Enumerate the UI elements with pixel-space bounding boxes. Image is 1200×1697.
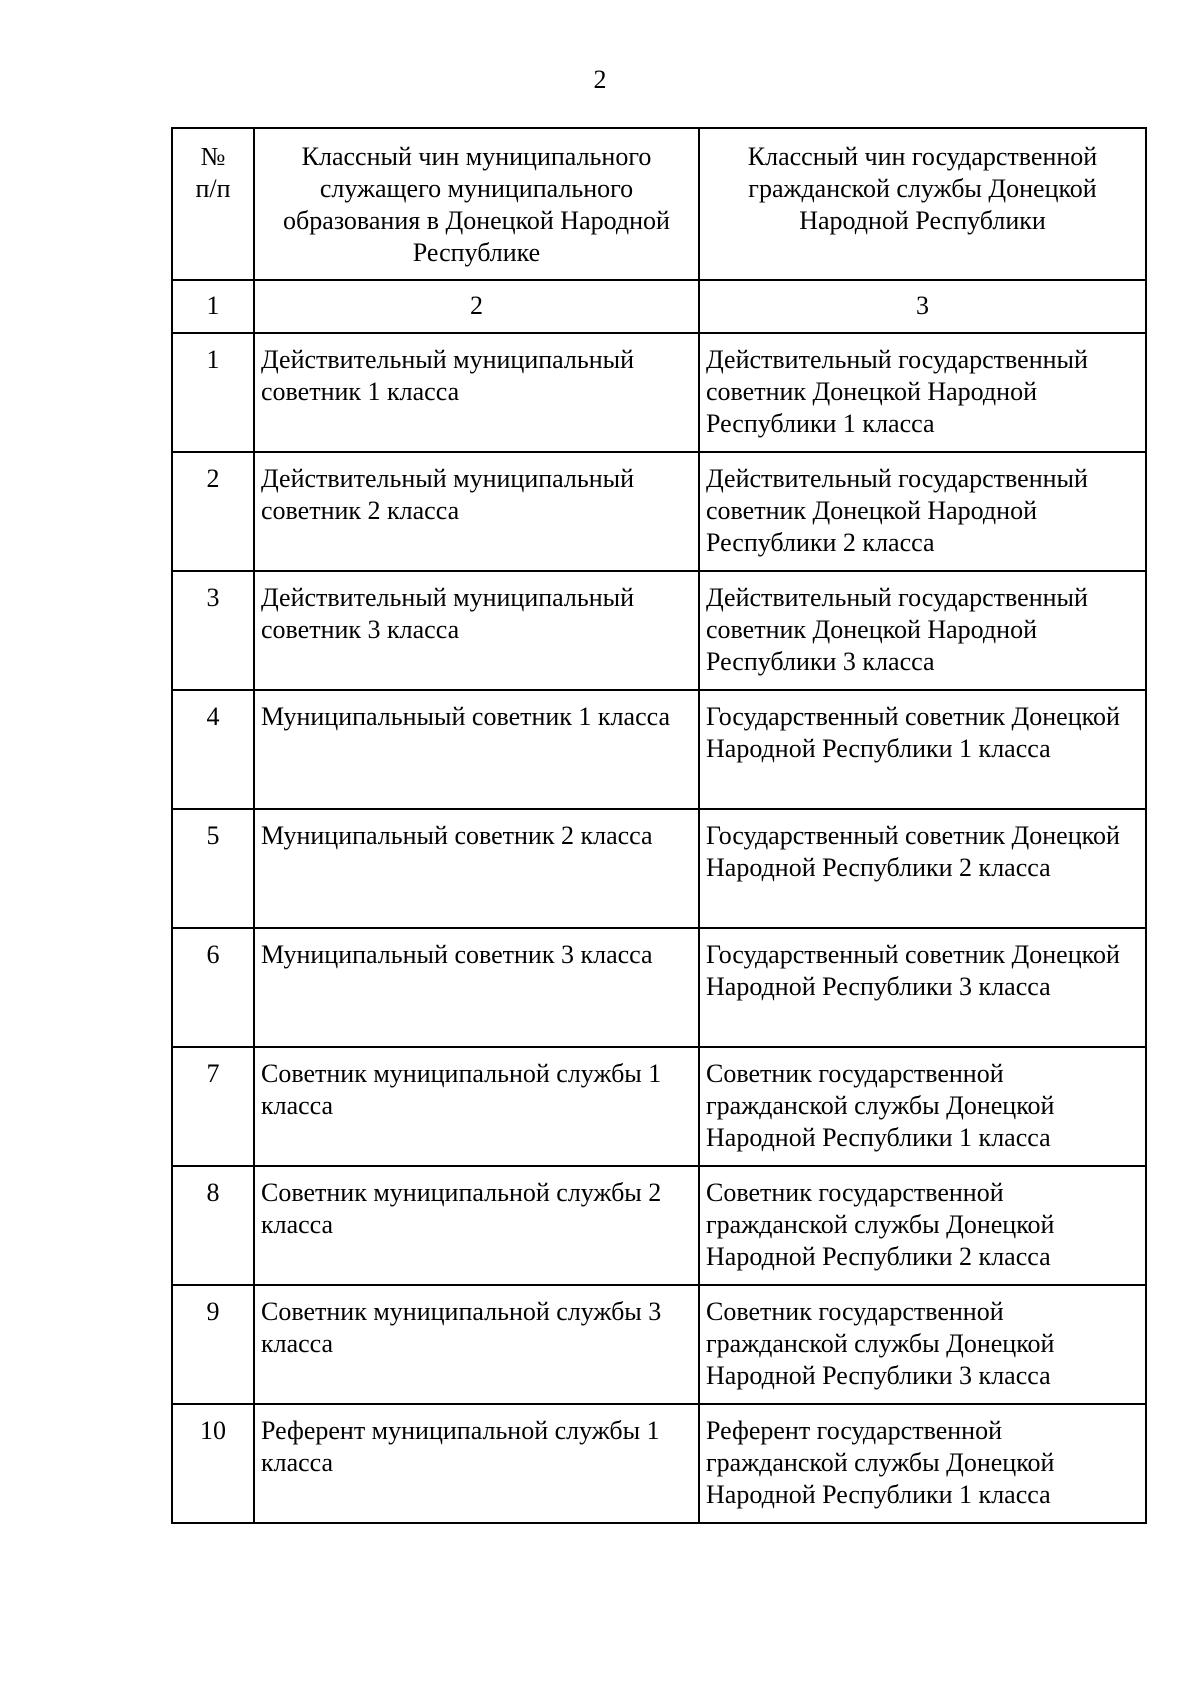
row-number-cell: 7 xyxy=(172,1047,254,1166)
table-row xyxy=(172,571,1146,690)
table-row xyxy=(172,1166,1146,1285)
table-row xyxy=(172,809,1146,928)
municipal-rank-cell: Советник муниципальной службы 1 класса xyxy=(254,1047,699,1166)
column-number-1: 1 xyxy=(172,280,254,333)
state-rank-cell: Государственный советник Донецкой Народной Республики 2 класса xyxy=(699,809,1146,928)
column-number-3: 3 xyxy=(699,280,1146,333)
state-rank-cell: Советник государственной гражданской службы Донецкой Народной Республики 2 класса xyxy=(699,1166,1146,1285)
table-header-row xyxy=(172,128,1146,280)
header-number-cell xyxy=(172,128,254,280)
row-number-cell: 8 xyxy=(172,1166,254,1285)
state-rank-cell: Референт государственной гражданской службы Донецкой Народной Республики 1 класса xyxy=(699,1404,1146,1523)
state-rank-cell: Государственный советник Донецкой Народной Республики 3 класса xyxy=(699,928,1146,1047)
state-rank-cell: Советник государственной гражданской службы Донецкой Народной Республики 3 класса xyxy=(699,1285,1146,1404)
row-number-cell: 1 xyxy=(172,333,254,452)
header-state-cell xyxy=(699,128,1146,280)
municipal-rank-cell: Муниципальныый советник 1 класса xyxy=(254,690,699,809)
page-number: 2 xyxy=(593,65,607,94)
state-rank-cell: Действительный государственный советник Донецкой Народной Республики 2 класса xyxy=(699,452,1146,571)
state-rank-cell: Действительный государственный советник Донецкой Народной Республики 3 класса xyxy=(699,571,1146,690)
municipal-rank-cell: Действительный муниципальный советник 3 класса xyxy=(254,571,699,690)
municipal-rank-cell: Действительный муниципальный советник 2 класса xyxy=(254,452,699,571)
row-number-cell: 3 xyxy=(172,571,254,690)
state-rank-cell: Государственный советник Донецкой Народной Республики 1 класса xyxy=(699,690,1146,809)
header-municipal-label: Классный чин муниципального служащего муниципального образования в Донецкой Народной Республике xyxy=(283,142,670,267)
header-municipal-cell xyxy=(254,128,699,280)
municipal-rank-cell: Муниципальный советник 3 класса xyxy=(254,928,699,1047)
row-number-cell: 10 xyxy=(172,1404,254,1523)
municipal-rank-cell: Референт муниципальной службы 1 класса xyxy=(254,1404,699,1523)
row-number-cell: 2 xyxy=(172,452,254,571)
column-number-2: 2 xyxy=(254,280,699,333)
municipal-rank-cell: Муниципальный советник 2 класса xyxy=(254,809,699,928)
table-row xyxy=(172,928,1146,1047)
table-row xyxy=(172,1285,1146,1404)
ranks-correspondence-table xyxy=(171,127,1147,1524)
table-row xyxy=(172,690,1146,809)
row-number-cell: 5 xyxy=(172,809,254,928)
table-row xyxy=(172,333,1146,452)
row-number-cell: 4 xyxy=(172,690,254,809)
row-number-cell: 6 xyxy=(172,928,254,1047)
state-rank-cell: Действительный государственный советник Донецкой Народной Республики 1 класса xyxy=(699,333,1146,452)
header-number-label: № п/п xyxy=(195,142,231,203)
state-rank-cell: Советник государственной гражданской службы Донецкой Народной Республики 1 класса xyxy=(699,1047,1146,1166)
table-row xyxy=(172,1404,1146,1523)
municipal-rank-cell: Советник муниципальной службы 2 класса xyxy=(254,1166,699,1285)
municipal-rank-cell: Советник муниципальной службы 3 класса xyxy=(254,1285,699,1404)
municipal-rank-cell: Действительный муниципальный советник 1 класса xyxy=(254,333,699,452)
table-row xyxy=(172,1047,1146,1166)
table-row xyxy=(172,452,1146,571)
row-number-cell: 9 xyxy=(172,1285,254,1404)
header-state-label: Классный чин государственной гражданской службы Донецкой Народной Республики xyxy=(747,142,1098,235)
column-numbering-row xyxy=(172,280,1146,333)
